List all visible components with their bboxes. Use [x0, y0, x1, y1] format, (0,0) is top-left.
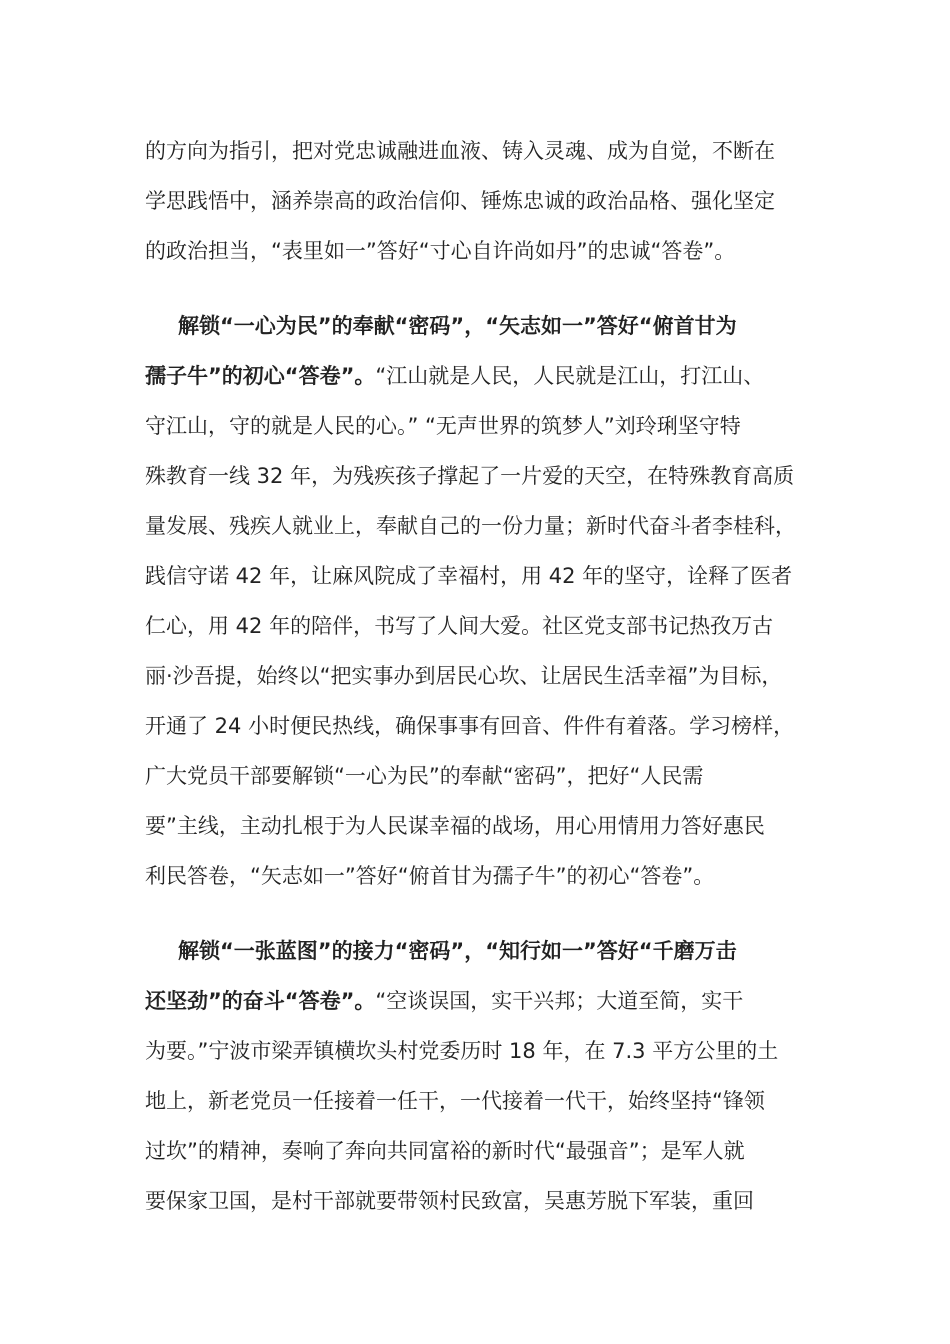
text-line: 利民答卷，“矢志如一”答好“俯首甘为孺子牛”的初心“答卷”。: [145, 864, 715, 888]
text-line: 地上，新老党员一任接着一任干，一代接着一代干，始终坚持“锋领: [145, 1089, 765, 1113]
text-line: 广大党员干部要解锁“一心为民”的奉献“密码”，把好“人民需: [145, 764, 704, 788]
text-line: 守江山，守的就是人民的心。” “无声世界的筑梦人”刘玲琍坚守特: [145, 414, 741, 438]
text-line: 丽·沙吾提，始终以“把实事办到居民心坎、让居民生活幸福”为目标，: [145, 664, 783, 688]
paragraph-gap: [145, 276, 805, 301]
paragraph: [145, 301, 805, 901]
bold-heading-line: 解锁“一张蓝图”的接力“密码”，“知行如一”答好“千磨万击: [178, 939, 737, 963]
text-line: 学思践悟中，涵养崇高的政治信仰、锤炼忠诚的政治品格、强化坚定: [145, 189, 775, 213]
bold-heading-line: 解锁“一心为民”的奉献“密码”，“矢志如一”答好“俯首甘为: [178, 314, 737, 338]
paragraph: [145, 126, 805, 276]
paragraph-gap: [145, 901, 805, 926]
text-line: 仁心，用 42 年的陪伴，书写了人间大爱。社区党支部书记热孜万古: [145, 614, 774, 638]
text-line: 要保家卫国，是村干部就要带领村民致富，吴惠芳脱下军装，重回: [145, 1189, 754, 1213]
text-line: 殊教育一线 32 年，为残疾孩子撑起了一片爱的天空，在特殊教育高质: [145, 464, 795, 488]
text-line: 的方向为指引，把对党忠诚融进血液、铸入灵魂、成为自觉，不断在: [145, 139, 775, 163]
text-line: 的政治担当，“表里如一”答好“寸心自许尚如丹”的忠诚“答卷”。: [145, 239, 736, 263]
paragraph: [145, 926, 805, 1226]
bold-heading-tail: 孺子牛”的初心“答卷”。: [145, 364, 376, 388]
text-line: 开通了 24 小时便民热线，确保事事有回音、件件有着落。学习榜样，: [145, 714, 795, 738]
text-line: 要”主线，主动扎根于为人民谋幸福的战场，用心用情用力答好惠民: [145, 814, 765, 838]
text-line: 孺子牛”的初心“答卷”。“江山就是人民，人民就是江山，打江山、: [145, 364, 765, 388]
text-line: 还坚劲”的奋斗“答卷”。“空谈误国，实干兴邦；大道至简，实干: [145, 989, 744, 1013]
bold-heading-tail: 还坚劲”的奋斗“答卷”。: [145, 989, 376, 1013]
text-line: 量发展、残疾人就业上，奉献自己的一份力量；新时代奋斗者李桂科，: [145, 514, 796, 538]
text-line: 为要。”宁波市梁弄镇横坎头村党委历时 18 年，在 7.3 平方公里的土: [145, 1039, 779, 1063]
text-line: 践信守诺 42 年，让麻风院成了幸福村，用 42 年的坚守，诠释了医者: [145, 564, 793, 588]
text-line: 过坎”的精神，奏响了奔向共同富裕的新时代“最强音”；是军人就: [145, 1139, 745, 1163]
document-page: [145, 126, 805, 1226]
